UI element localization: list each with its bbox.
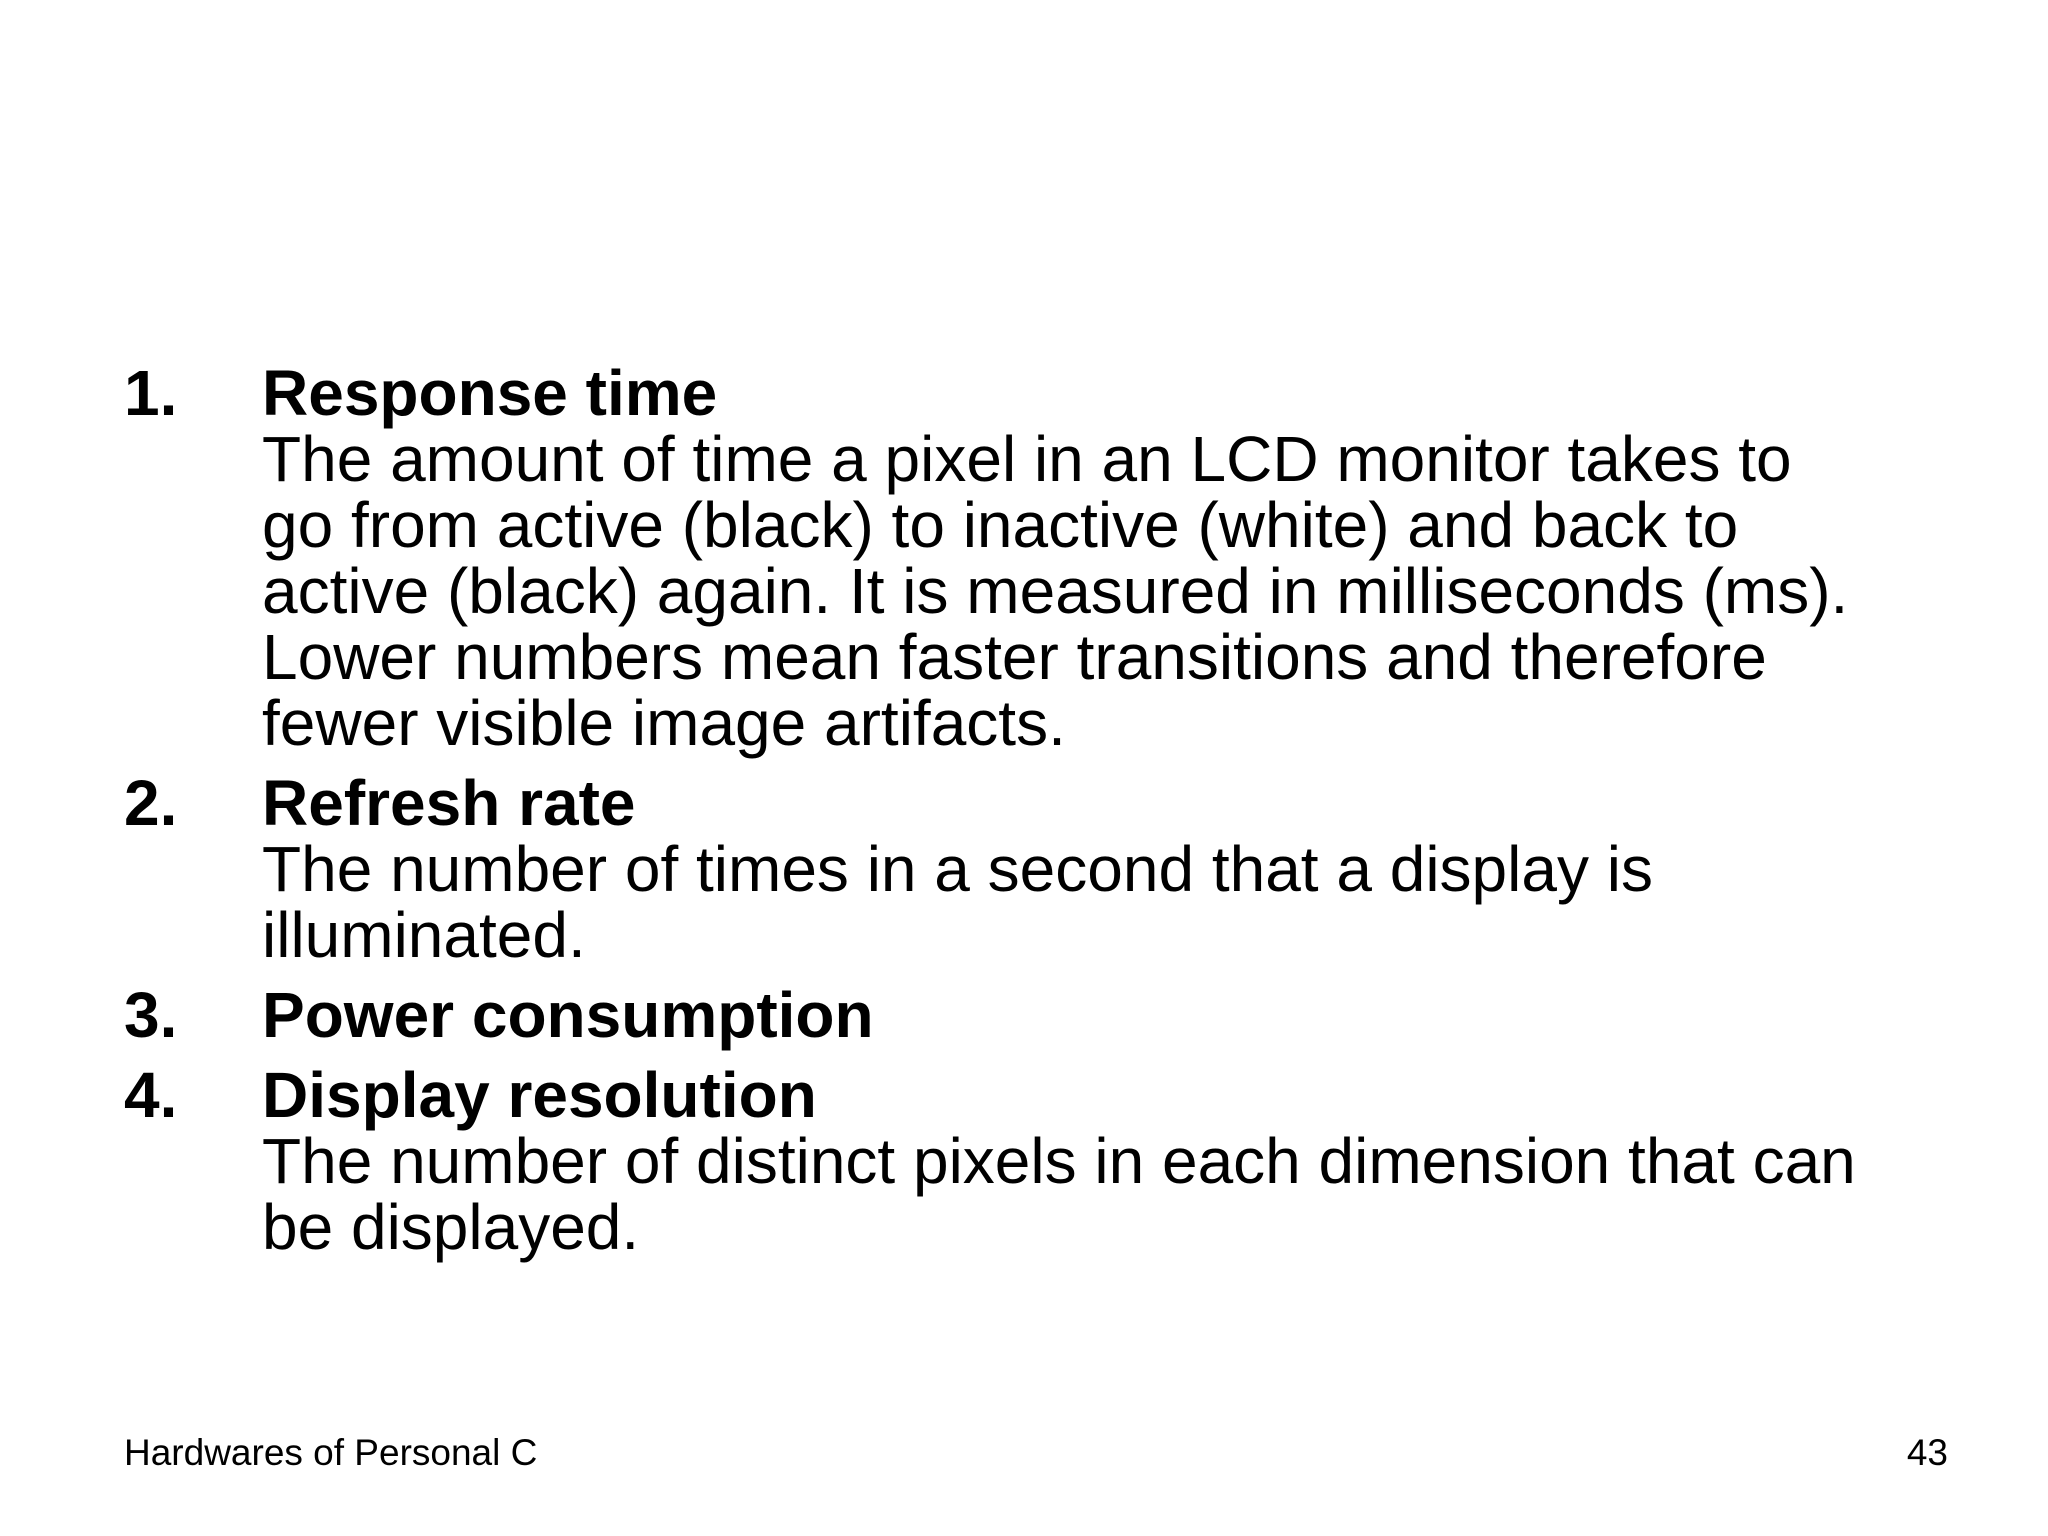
- footer-title: Hardwares of Personal C: [124, 1432, 538, 1473]
- item-body-line: illuminated.: [262, 899, 586, 971]
- item-heading: Response time: [262, 357, 718, 429]
- item-heading: Refresh rate: [262, 767, 636, 839]
- content-list: [124, 357, 1964, 1274]
- item-number: 3.: [124, 979, 178, 1051]
- item-number: 1.: [124, 357, 178, 429]
- item-body-line: active (black) again. It is measured in milliseconds (ms).: [262, 555, 1849, 627]
- list-item-power-consumption: [124, 979, 1964, 1051]
- item-body-line: The amount of time a pixel in an LCD monitor takes to: [262, 423, 1792, 495]
- item-body-line: The number of times in a second that a display is: [262, 833, 1653, 905]
- item-body-line: go from active (black) to inactive (white) and back to: [262, 489, 1739, 561]
- list-item-response-time: [124, 357, 1964, 759]
- item-body-line: fewer visible image artifacts.: [262, 687, 1066, 759]
- list-item-display-resolution: [124, 1059, 1964, 1263]
- list-item-refresh-rate: [124, 767, 1964, 971]
- page-number: 43: [1906, 1432, 1948, 1473]
- item-heading: Power consumption: [262, 979, 874, 1051]
- item-number: 2.: [124, 767, 178, 839]
- item-heading: Display resolution: [262, 1059, 817, 1131]
- item-body-line: The number of distinct pixels in each dimension that can: [262, 1125, 1856, 1197]
- item-number: 4.: [124, 1059, 178, 1131]
- item-body-line: be displayed.: [262, 1191, 640, 1263]
- item-body-line: Lower numbers mean faster transitions and therefore: [262, 621, 1767, 693]
